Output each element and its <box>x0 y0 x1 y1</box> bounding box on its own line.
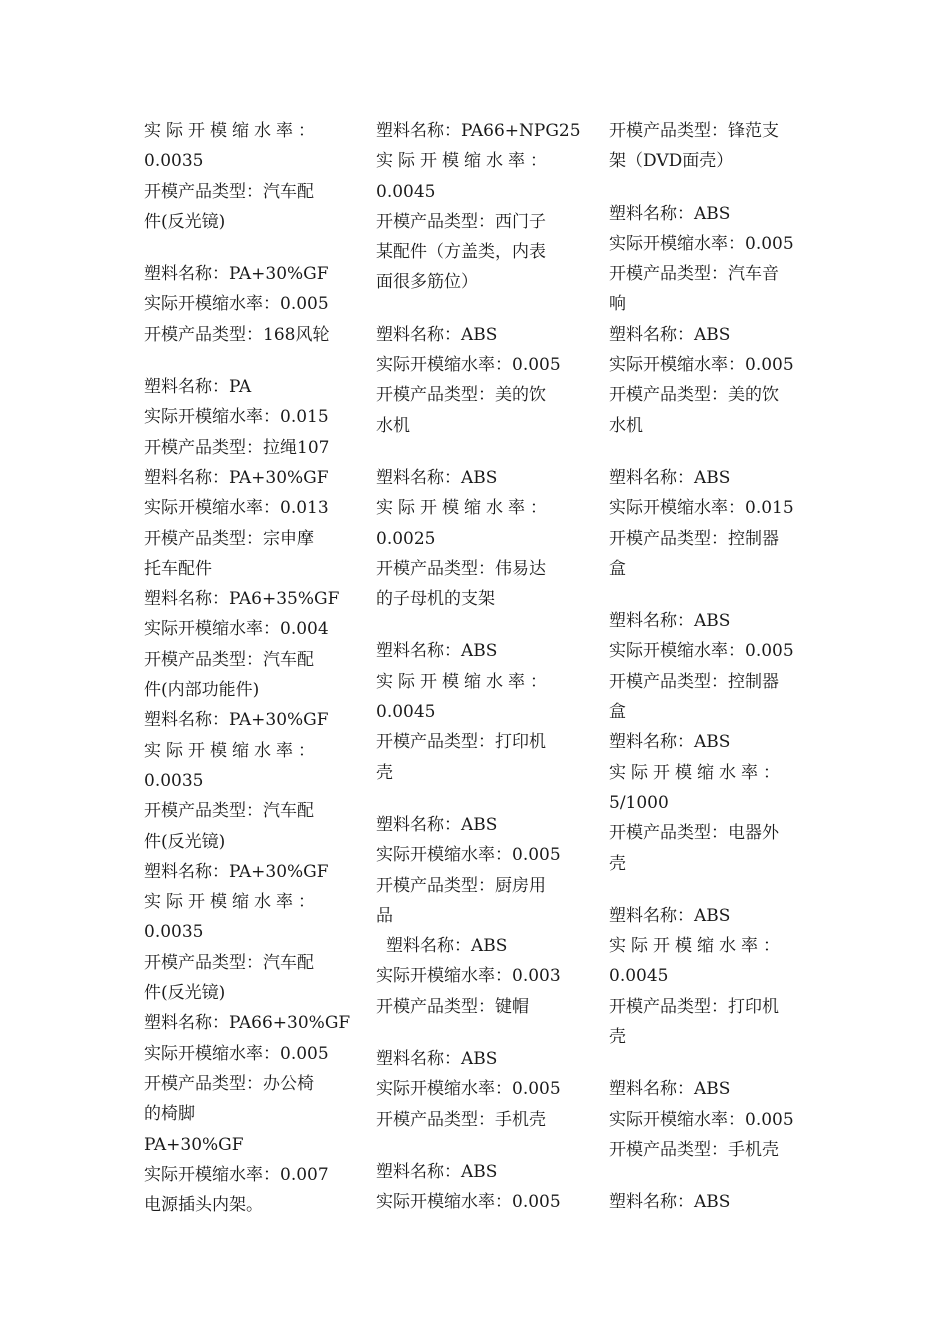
text-line: 塑料名称：ABS <box>386 936 508 957</box>
text-line: 塑料名称：ABS <box>376 1049 498 1070</box>
text-line: 实际开模缩水率： <box>609 762 785 783</box>
text-line: 0.0035 <box>144 770 204 791</box>
text-line: 0.0045 <box>609 966 669 987</box>
text-line: 品 <box>376 905 393 926</box>
text-line: 实际开模缩水率： <box>609 936 785 957</box>
paragraph-gap <box>609 1052 813 1074</box>
paragraph-gap <box>144 237 348 259</box>
text-line: 实际开模缩水率：0.004 <box>144 619 329 640</box>
text-line: 塑料名称：PA66+30%GF <box>144 1013 351 1034</box>
text-line: 的子母机的支架 <box>376 589 495 610</box>
paragraph-gap <box>376 441 580 463</box>
text-line: 塑料名称：ABS <box>609 467 731 488</box>
text-line: 实际开模缩水率：0.007 <box>144 1164 329 1185</box>
text-line: 实际开模缩水率：0.005 <box>609 355 794 376</box>
text-line: 实际开模缩水率：0.005 <box>376 1192 561 1213</box>
text-line: 电源插头内架。 <box>144 1195 263 1216</box>
text-line: 开模产品类型：汽车配 <box>144 181 314 202</box>
text-column-2 <box>376 116 580 1218</box>
text-line: 开模产品类型：美的饮 <box>376 385 546 406</box>
paragraph-gap <box>609 1165 813 1187</box>
text-line: 0.0045 <box>376 702 436 723</box>
paragraph-gap <box>609 584 813 606</box>
text-line: 塑料名称：ABS <box>609 1079 731 1100</box>
text-line: 实际开模缩水率：0.005 <box>609 233 794 254</box>
text-line: 开模产品类型：控制器 <box>609 671 779 692</box>
text-line: 实际开模缩水率：0.005 <box>609 641 794 662</box>
text-line: 塑料名称：PA+30%GF <box>144 264 329 285</box>
text-line: 盒 <box>609 702 626 723</box>
text-line: 实际开模缩水率：0.005 <box>376 1079 561 1100</box>
text-line: 塑料名称：PA+30%GF <box>144 861 329 882</box>
text-line: 0.0035 <box>144 151 204 172</box>
text-line: 件(内部功能件) <box>144 680 260 701</box>
paragraph-gap <box>376 1135 580 1157</box>
text-line: 实际开模缩水率：0.005 <box>609 1109 794 1130</box>
paragraph-gap <box>609 177 813 199</box>
text-line: 开模产品类型：西门子 <box>376 211 546 232</box>
text-line: 塑料名称：ABS <box>376 814 498 835</box>
text-line: 实际开模缩水率：0.015 <box>144 407 329 428</box>
text-line: 壳 <box>376 762 393 783</box>
text-line: 盒 <box>609 558 626 579</box>
text-line: 塑料名称：ABS <box>376 324 498 345</box>
text-line: 实际开模缩水率： <box>376 151 552 172</box>
text-line: 开模产品类型：打印机 <box>609 996 779 1017</box>
text-line: 开模产品类型：汽车配 <box>144 801 314 822</box>
paragraph-gap <box>376 298 580 320</box>
text-line: 件(反光镜) <box>144 211 226 232</box>
text-line: 响 <box>609 294 626 315</box>
text-line: 塑料名称：ABS <box>376 641 498 662</box>
paragraph-gap <box>376 788 580 810</box>
text-line: 开模产品类型：宗申摩 <box>144 528 314 549</box>
text-line: 件(反光镜) <box>144 831 226 852</box>
text-line: 0.0025 <box>376 528 436 549</box>
text-line: 开模产品类型：汽车音 <box>609 264 779 285</box>
text-line: 开模产品类型：手机壳 <box>376 1109 546 1130</box>
text-line: 壳 <box>609 853 626 874</box>
text-line: 开模产品类型：打印机 <box>376 732 546 753</box>
text-line: 塑料名称：PA6+35%GF <box>144 589 340 610</box>
text-line: 开模产品类型：厨房用 <box>376 875 546 896</box>
text-line: 托车配件 <box>144 558 212 579</box>
text-column-3 <box>609 116 813 1218</box>
text-column-1 <box>144 116 351 1220</box>
text-line: 塑料名称：ABS <box>609 732 731 753</box>
text-line: 实际开模缩水率： <box>144 892 320 913</box>
text-line: 0.0045 <box>376 181 436 202</box>
text-line: 实际开模缩水率： <box>144 121 320 141</box>
paragraph-gap <box>609 879 813 901</box>
text-line: 开模产品类型：键帽 <box>376 996 529 1017</box>
text-line: 实际开模缩水率： <box>376 671 552 692</box>
text-line: 实际开模缩水率： <box>376 498 552 519</box>
text-line: 水机 <box>609 415 643 436</box>
text-line: 开模产品类型：汽车配 <box>144 649 314 670</box>
text-line: 开模产品类型：美的饮 <box>609 385 779 406</box>
text-line: 5/1000 <box>609 792 669 813</box>
text-line: 开模产品类型：伟易达 <box>376 558 546 579</box>
text-line: 塑料名称：ABS <box>609 324 731 345</box>
text-line: 开模产品类型：办公椅 <box>144 1073 314 1094</box>
text-line: 塑料名称：ABS <box>376 467 498 488</box>
text-line: 实际开模缩水率：0.005 <box>376 355 561 376</box>
text-line: 实际开模缩水率：0.003 <box>376 966 561 987</box>
text-line: 塑料名称：PA+30%GF <box>144 710 329 731</box>
text-line: PA+30%GF <box>144 1134 244 1155</box>
text-line: 开模产品类型：控制器 <box>609 528 779 549</box>
text-line: 塑料名称：ABS <box>609 905 731 926</box>
text-line: 开模产品类型：锋范支 <box>609 121 779 141</box>
text-line: 实际开模缩水率：0.015 <box>609 498 794 519</box>
text-line: 实际开模缩水率： <box>144 740 320 761</box>
text-line: 面很多筋位） <box>376 272 478 293</box>
paragraph-gap <box>376 614 580 636</box>
text-line: 开模产品类型：汽车配 <box>144 952 314 973</box>
paragraph-gap <box>144 350 348 372</box>
text-line: 架（DVD面壳） <box>609 151 734 172</box>
text-line: 水机 <box>376 415 410 436</box>
text-line: 的椅脚 <box>144 1104 195 1125</box>
text-line: 塑料名称：PA66+NPG25 <box>376 121 581 141</box>
text-line: 开模产品类型：168风轮 <box>144 324 330 345</box>
text-line: 开模产品类型：手机壳 <box>609 1139 779 1160</box>
paragraph-gap <box>376 1022 580 1044</box>
text-line: 塑料名称：ABS <box>376 1161 498 1182</box>
text-line: 实际开模缩水率：0.005 <box>144 1043 329 1064</box>
text-line: 塑料名称：PA+30%GF <box>144 467 329 488</box>
text-line: 开模产品类型：拉绳107 <box>144 437 330 458</box>
text-line: 实际开模缩水率：0.005 <box>144 294 329 315</box>
text-line: 壳 <box>609 1027 626 1048</box>
paragraph-gap <box>609 441 813 463</box>
text-line: 某配件（方盖类，内表 <box>376 242 546 263</box>
text-line: 开模产品类型：电器外 <box>609 823 779 844</box>
text-line: 实际开模缩水率：0.013 <box>144 498 329 519</box>
text-line: 塑料名称：PA <box>144 377 252 398</box>
text-line: 件(反光镜) <box>144 983 226 1004</box>
text-line: 塑料名称：ABS <box>609 1192 731 1213</box>
text-line: 实际开模缩水率：0.005 <box>376 845 561 866</box>
text-line: 塑料名称：ABS <box>609 203 731 224</box>
text-line: 塑料名称：ABS <box>609 611 731 632</box>
text-line: 0.0035 <box>144 922 204 943</box>
